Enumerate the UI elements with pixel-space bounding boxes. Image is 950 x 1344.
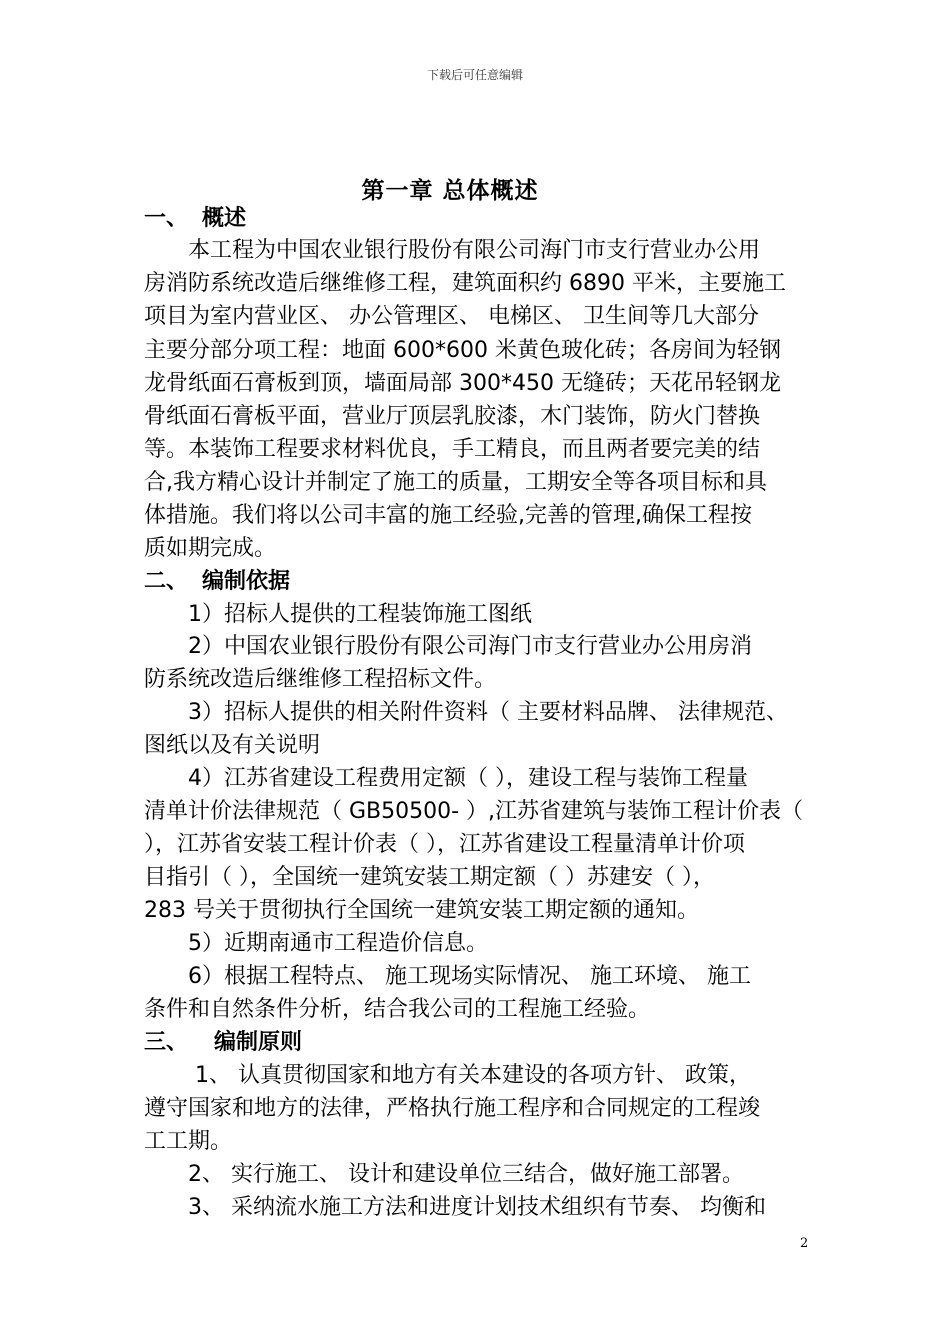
page-number: 2 xyxy=(800,1236,809,1251)
section-title: 编制原则 xyxy=(214,1030,303,1055)
body-line: 房消防系统改造后继维修工程，建筑面积约 6890 平米，主要施工 xyxy=(144,271,786,296)
body-line: 工工期。 xyxy=(144,1129,233,1154)
body-line: 条件和自然条件分析，结合我公司的工程施工经验。 xyxy=(144,997,651,1022)
chapter-title xyxy=(0,172,840,205)
body-line: 合,我方精心设计并制定了施工的质量，工期安全等各项目标和具 xyxy=(144,470,767,495)
body-line: 1）招标人提供的工程装饰施工图纸 xyxy=(144,602,532,627)
section-heading xyxy=(144,1028,824,1058)
body-line: 5）近期南通市工程造价信息。 xyxy=(144,931,488,956)
body-line: ），江苏省安装工程计价表（ ），江苏省建设工程量清单计价项 xyxy=(144,832,745,857)
body-line: 骨纸面石膏板平面，营业厅顶层乳胶漆，木门装饰，防火门替换 xyxy=(144,404,761,429)
body-line: 清单计价法律规范（ GB50500- ）,江苏省建筑与装饰工程计价表（ xyxy=(144,799,804,824)
page-header: 下载后可任意编辑 xyxy=(426,68,523,82)
section-title: 编制依据 xyxy=(202,569,291,594)
body-line: 本工程为中国农业银行股份有限公司海门市支行营业办公用 xyxy=(144,238,761,263)
body-line: 1、 认真贯彻国家和地方有关本建设的各项方针、 政策， xyxy=(144,1063,751,1088)
body-line: 质如期完成。 xyxy=(144,536,277,561)
body-line: 防系统改造后继维修工程招标文件。 xyxy=(144,667,497,692)
section-title: 概述 xyxy=(202,206,247,231)
section-number: 一、 xyxy=(144,206,189,231)
body-line: 6）根据工程特点、 施工现场实际情况、 施工环境、 施工 xyxy=(144,964,751,989)
body-line: 2、 实行施工、 设计和建设单位三结合，做好施工部署。 xyxy=(144,1162,744,1187)
body-line: 3、 采纳流水施工方法和进度计划技术组织有节奏、 均衡和 xyxy=(144,1195,766,1220)
section-number: 二、 xyxy=(144,569,189,594)
body-line: 目指引（ ），全国统一建筑安装工期定额（ ）苏建安（ ）， xyxy=(144,865,715,890)
body-line: 图纸以及有关说明 xyxy=(144,733,321,758)
body-line: 283 号关于贯彻执行全国统一建筑安装工期定额的通知。 xyxy=(144,898,699,923)
body-line: 2）中国农业银行股份有限公司海门市支行营业办公用房消 xyxy=(144,634,752,659)
body-line: 体措施。我们将以公司丰富的施工经验,完善的管理,确保工程按 xyxy=(144,503,752,528)
section-number: 三、 xyxy=(144,1030,189,1055)
section-heading xyxy=(144,567,824,597)
body-line: 3）招标人提供的相关附件资料（ 主要材料品牌、 法律规范、 xyxy=(144,700,788,725)
body-line: 龙骨纸面石膏板到顶，墙面局部 300*450 无缝砖；天花吊轻钢龙 xyxy=(144,371,781,396)
section-heading xyxy=(144,204,824,234)
chapter-title-text: 第一章 总体概述 xyxy=(361,178,539,204)
body-line: 4）江苏省建设工程费用定额（ ），建设工程与装饰工程量 xyxy=(144,766,748,791)
body-line: 遵守国家和地方的法律，严格执行施工程序和合同规定的工程竣 xyxy=(144,1096,761,1121)
body-line: 主要分部分项工程：地面 600*600 米黄色玻化砖；各房间为轻钢 xyxy=(144,338,781,363)
body-line: 项目为室内营业区、 办公管理区、 电梯区、 卫生间等几大部分 xyxy=(144,304,759,329)
body-line: 等。本装饰工程要求材料优良，手工精良，而且两者要完美的结 xyxy=(144,437,761,462)
